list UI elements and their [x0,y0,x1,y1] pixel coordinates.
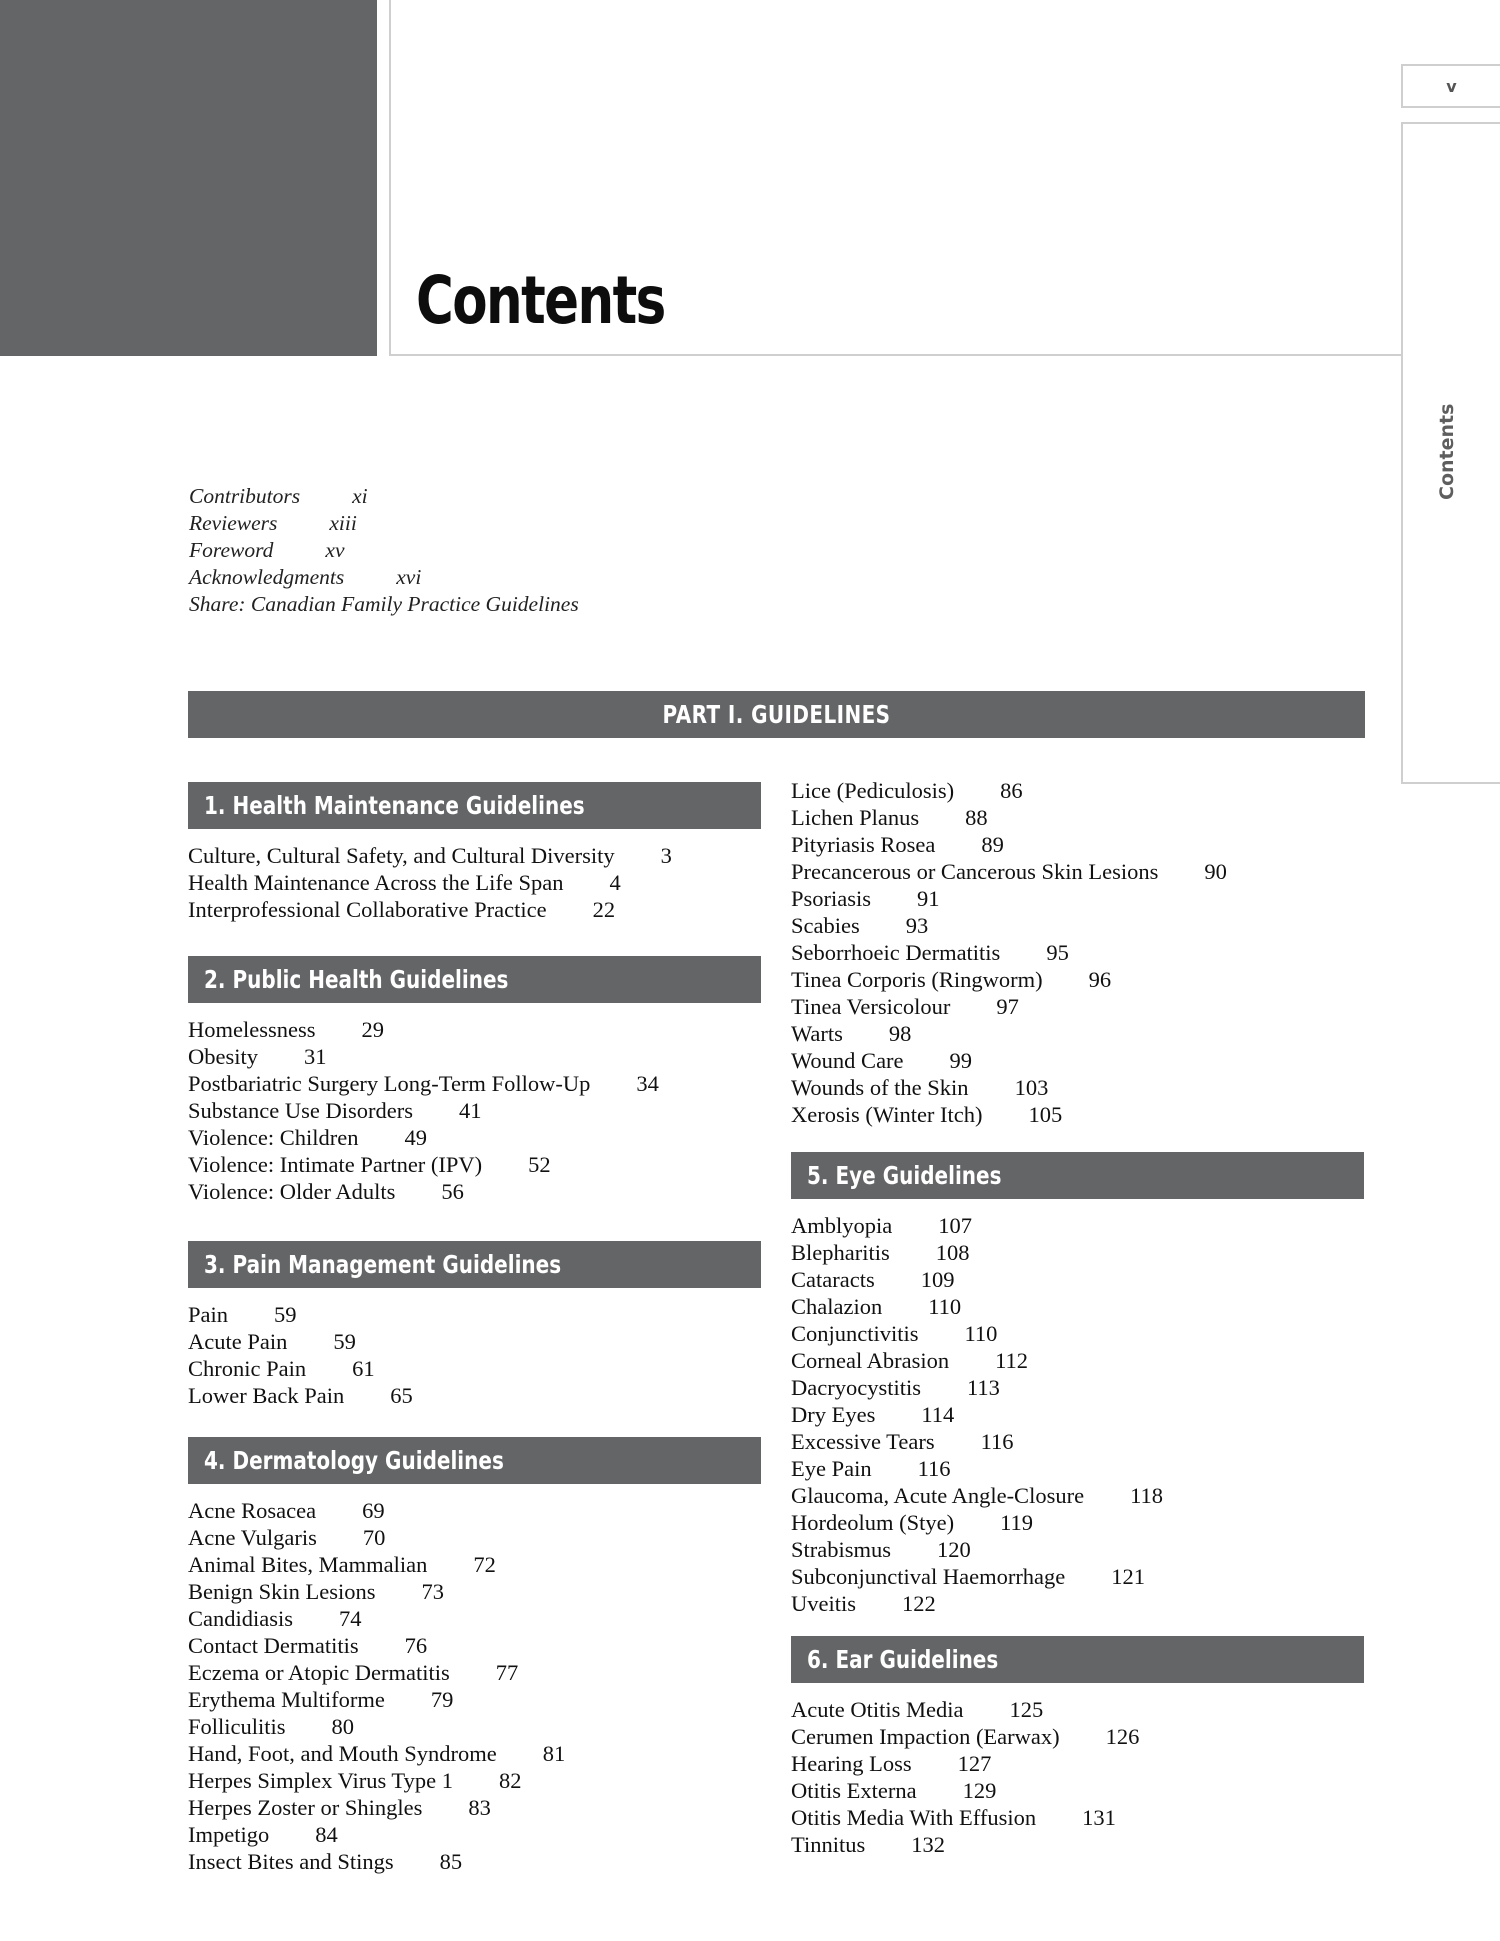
toc-entry[interactable] [791,1428,1364,1455]
toc-entry[interactable] [791,1509,1364,1536]
toc-entry-page: 79 [430,1687,454,1712]
toc-entry[interactable] [791,1482,1364,1509]
toc-entry-list [791,777,1364,1128]
toc-entry-page: 103 [1014,1075,1049,1100]
toc-entry-label: Psoriasis [791,886,872,911]
toc-entry-page: 114 [921,1402,955,1427]
toc-entry-label: Cataracts [791,1267,875,1292]
toc-entry-label: Animal Bites, Mammalian [188,1552,428,1577]
toc-entry-label: Lichen Planus [791,805,920,830]
toc-entry-label: Eye Pain [791,1456,872,1481]
toc-entry[interactable] [791,885,1364,912]
toc-entry-page: 4 [609,870,621,895]
toc-entry-page: 77 [495,1660,519,1685]
toc-entry-label: Pityriasis Rosea [791,832,936,857]
section-heading-label: 4. Dermatology Guidelines [204,1446,504,1475]
toc-entry-label: Acne Vulgaris [188,1525,317,1550]
toc-entry-page: 95 [1046,940,1069,965]
toc-entry[interactable] [188,1767,761,1794]
toc-entry[interactable] [791,804,1364,831]
toc-entry[interactable] [188,896,761,923]
toc-entry[interactable] [791,1074,1364,1101]
toc-entry-page: 116 [917,1456,951,1481]
toc-entry-page: 129 [962,1778,997,1803]
toc-entry-page: 70 [362,1525,386,1550]
toc-entry-label: Benign Skin Lesions [188,1579,376,1604]
toc-entry-label: Conjunctivitis [791,1321,919,1346]
toc-entry-page: 74 [339,1606,362,1631]
toc-entry-label: Homelessness [188,1017,316,1042]
toc-entry-label: Chalazion [791,1294,883,1319]
section-heading-label: 6. Ear Guidelines [807,1645,999,1674]
toc-entry-page: 121 [1111,1564,1146,1589]
toc-entry-page: 76 [404,1633,428,1658]
toc-entry[interactable] [188,842,761,869]
toc-entry-label: Hordeolum (Stye) [791,1510,955,1535]
toc-entry-label: Interprofessional Collaborative Practice [188,897,547,922]
toc-entry-page: 82 [498,1768,522,1793]
toc-entry-label: Cerumen Impaction (Earwax) [791,1724,1060,1749]
front-matter-item[interactable] [189,483,579,510]
toc-entry[interactable] [791,1266,1364,1293]
toc-entry-label: Wounds of the Skin [791,1075,969,1100]
toc-entry-label: Violence: Intimate Partner (IPV) [188,1152,483,1177]
toc-entry-page: 110 [964,1321,998,1346]
toc-entry-page: 85 [439,1849,463,1874]
part-heading [188,691,1365,738]
section-dermatology [188,1437,761,1875]
toc-entry[interactable] [188,1355,761,1382]
toc-entry-page: 41 [458,1098,482,1123]
toc-entry-page: 22 [592,897,616,922]
toc-entry[interactable] [791,993,1364,1020]
toc-entry-label: Acute Otitis Media [791,1697,964,1722]
section-health-maintenance [188,782,761,923]
toc-entry-label: Acute Pain [188,1329,288,1354]
toc-entry-label: Substance Use Disorders [188,1098,413,1123]
toc-entry-label: Uveitis [791,1591,856,1616]
section-heading-label: 2. Public Health Guidelines [204,965,509,994]
item-label: Foreword [189,538,274,562]
toc-entry-label: Acne Rosacea [188,1498,317,1523]
section-heading-label: 5. Eye Guidelines [807,1161,1002,1190]
toc-entry-label: Tinea Versicolour [791,994,951,1019]
toc-entry[interactable] [791,1563,1364,1590]
toc-entry[interactable] [188,1016,761,1043]
toc-entry-page: 118 [1130,1483,1163,1508]
toc-entry[interactable] [791,1804,1364,1831]
toc-entry[interactable] [791,1536,1364,1563]
toc-entry[interactable] [791,858,1364,885]
front-matter-item[interactable] [189,510,579,537]
toc-entry[interactable] [188,1124,761,1151]
toc-entry-page: 107 [938,1213,972,1238]
toc-entry-page: 90 [1204,859,1227,884]
toc-entry-list [188,1497,761,1875]
toc-entry-page: 105 [1028,1102,1063,1127]
toc-entry[interactable] [791,1374,1364,1401]
front-matter-item[interactable] [189,537,579,564]
toc-entry-page: 84 [315,1822,338,1847]
toc-entry-label: Wound Care [791,1048,904,1073]
toc-entry[interactable] [791,1455,1364,1482]
toc-entry-label: Warts [791,1021,843,1046]
toc-entry[interactable] [791,1401,1364,1428]
toc-entry-label: Chronic Pain [188,1356,307,1381]
toc-entry-page: 49 [404,1125,427,1150]
toc-entry-page: 112 [995,1348,1029,1373]
toc-entry[interactable] [791,939,1364,966]
toc-entry-label: Insect Bites and Stings [188,1849,394,1874]
front-matter-list [189,483,579,618]
toc-entry-page: 120 [937,1537,971,1562]
item-label: Share: Canadian Family Practice Guidelines [189,592,579,616]
section-heading [188,956,761,1003]
front-matter-item[interactable] [189,591,579,618]
toc-entry-list [188,1301,761,1409]
toc-entry-page: 3 [660,843,672,868]
toc-entry-label: Xerosis (Winter Itch) [791,1102,983,1127]
toc-entry[interactable] [791,1347,1364,1374]
toc-entry-label: Folliculitis [188,1714,286,1739]
toc-entry[interactable] [188,1382,761,1409]
toc-entry-label: Amblyopia [791,1213,893,1238]
toc-entry-label: Contact Dermatitis [188,1633,359,1658]
toc-entry[interactable] [188,1848,761,1875]
toc-entry[interactable] [791,1831,1364,1858]
toc-entry[interactable] [791,777,1364,804]
item-page: xiii [329,511,357,535]
toc-entry-page: 132 [911,1832,945,1857]
toc-entry-page: 81 [542,1741,566,1766]
section-heading [188,1241,761,1288]
item-page: xi [352,484,368,508]
toc-entry-label: Strabismus [791,1537,892,1562]
toc-entry-page: 65 [390,1383,413,1408]
toc-entry-page: 131 [1082,1805,1116,1830]
toc-entry[interactable] [188,1578,761,1605]
toc-entry[interactable] [188,1328,761,1355]
toc-entry-list [791,1696,1364,1858]
toc-entry-page: 108 [935,1240,970,1265]
toc-entry-list [188,1016,761,1205]
toc-entry-page: 98 [888,1021,912,1046]
section-heading [188,1437,761,1484]
toc-entry-label: Obesity [188,1044,258,1069]
toc-entry[interactable] [188,869,761,896]
toc-entry-page: 110 [928,1294,962,1319]
toc-entry[interactable] [188,1632,761,1659]
toc-entry-label: Dry Eyes [791,1402,876,1427]
toc-entry-page: 109 [920,1267,955,1292]
toc-entry-label: Violence: Older Adults [188,1179,396,1204]
toc-entry-label: Precancerous or Cancerous Skin Lesions [791,859,1159,884]
toc-entry[interactable] [791,1750,1364,1777]
toc-entry[interactable] [188,1043,761,1070]
toc-entry-page: 59 [333,1329,356,1354]
section-heading [791,1152,1364,1199]
toc-entry[interactable] [188,1551,761,1578]
toc-entry[interactable] [791,1293,1364,1320]
toc-entry[interactable] [188,1713,761,1740]
toc-entry-label: Subconjunctival Haemorrhage [791,1564,1066,1589]
section-dermatology-continued [791,777,1364,1128]
toc-entry[interactable] [791,1212,1364,1239]
toc-entry-label: Blepharitis [791,1240,890,1265]
toc-entry-page: 89 [981,832,1004,857]
toc-entry-page: 34 [636,1071,659,1096]
toc-entry-label: Postbariatric Surgery Long-Term Follow-Up [188,1071,591,1096]
toc-entry[interactable] [188,1740,761,1767]
toc-entry[interactable] [188,1151,761,1178]
toc-entry[interactable] [791,1320,1364,1347]
toc-entry-label: Corneal Abrasion [791,1348,950,1373]
toc-entry-page: 126 [1105,1724,1140,1749]
toc-entry[interactable] [188,1070,761,1097]
section-heading [188,782,761,829]
toc-entry-label: Scabies [791,913,860,938]
toc-entry-page: 127 [957,1751,992,1776]
section-heading-label: 1. Health Maintenance Guidelines [204,791,585,820]
toc-entry[interactable] [188,1178,761,1205]
toc-entry-page: 69 [362,1498,385,1523]
toc-entry-page: 88 [965,805,988,830]
toc-entry[interactable] [188,1686,761,1713]
toc-entry-list [188,842,761,923]
toc-entry-label: Seborrhoeic Dermatitis [791,940,1001,965]
page-number: v [1401,64,1500,108]
toc-entry-label: Pain [188,1302,229,1327]
front-matter-item[interactable] [189,564,579,591]
toc-entry-label: Lower Back Pain [188,1383,345,1408]
toc-entry-label: Otitis Externa [791,1778,917,1803]
toc-entry-page: 59 [274,1302,297,1327]
toc-entry[interactable] [188,1097,761,1124]
toc-entry[interactable] [791,1590,1364,1617]
toc-entry-page: 29 [361,1017,384,1042]
toc-entry[interactable] [791,1723,1364,1750]
toc-entry-label: Culture, Cultural Safety, and Cultural Diversity [188,843,615,868]
toc-entry-page: 99 [949,1048,973,1073]
toc-entry-page: 125 [1009,1697,1044,1722]
toc-entry[interactable] [791,1696,1364,1723]
toc-entry-page: 72 [473,1552,496,1577]
toc-entry-label: Glaucoma, Acute Angle-Closure [791,1483,1085,1508]
toc-entry-label: Dacryocystitis [791,1375,921,1400]
toc-entry[interactable] [791,966,1364,993]
toc-entry-page: 52 [528,1152,551,1177]
toc-entry-label: Erythema Multiforme [188,1687,385,1712]
part-heading-label: PART I. GUIDELINES [662,700,891,729]
toc-entry-page: 113 [966,1375,1000,1400]
section-heading [791,1636,1364,1683]
toc-entry[interactable] [188,1301,761,1328]
section-pain-management [188,1241,761,1409]
toc-entry[interactable] [188,1524,761,1551]
toc-entry-label: Herpes Simplex Virus Type 1 [188,1768,453,1793]
item-label: Reviewers [189,511,278,535]
toc-entry-label: Impetigo [188,1822,270,1847]
toc-entry[interactable] [188,1821,761,1848]
toc-entry-page: 93 [905,913,929,938]
toc-entry-page: 91 [917,886,940,911]
toc-entry-page: 116 [980,1429,1014,1454]
toc-entry-page: 73 [421,1579,445,1604]
toc-entry-label: Hearing Loss [791,1751,912,1776]
toc-entry-label: Violence: Children [188,1125,359,1150]
toc-entry-label: Excessive Tears [791,1429,935,1454]
section-eye [791,1152,1364,1617]
toc-entry[interactable] [188,1497,761,1524]
toc-entry-label: Hand, Foot, and Mouth Syndrome [188,1741,497,1766]
toc-entry-page: 31 [304,1044,327,1069]
toc-entry[interactable] [791,831,1364,858]
toc-entry-page: 61 [352,1356,375,1381]
toc-entry-page: 80 [331,1714,355,1739]
header-gray-block [0,0,377,356]
toc-entry[interactable] [791,1020,1364,1047]
toc-entry-label: Health Maintenance Across the Life Span [188,870,564,895]
toc-entry[interactable] [791,1047,1364,1074]
toc-entry[interactable] [188,1605,761,1632]
toc-entry[interactable] [791,912,1364,939]
toc-entry-label: Otitis Media With Effusion [791,1805,1037,1830]
item-page: xvi [396,565,422,589]
toc-entry[interactable] [791,1777,1364,1804]
toc-entry-label: Herpes Zoster or Shingles [188,1795,423,1820]
toc-entry-page: 96 [1088,967,1112,992]
item-label: Acknowledgments [189,565,345,589]
item-page: xv [325,538,345,562]
toc-entry-label: Candidiasis [188,1606,293,1631]
toc-entry-page: 97 [996,994,1019,1019]
toc-entry-list [791,1212,1364,1617]
toc-entry[interactable] [188,1659,761,1686]
toc-entry-page: 122 [902,1591,936,1616]
toc-entry-page: 56 [441,1179,464,1204]
section-heading-label: 3. Pain Management Guidelines [204,1250,562,1279]
section-ear [791,1636,1364,1858]
toc-entry[interactable] [791,1101,1364,1128]
toc-entry-page: 119 [1000,1510,1034,1535]
toc-entry-label: Eczema or Atopic Dermatitis [188,1660,450,1685]
side-tab-label: Contents [1436,403,1458,500]
item-label: Contributors [189,484,301,508]
toc-entry-label: Tinnitus [791,1832,866,1857]
toc-entry-label: Tinea Corporis (Ringworm) [791,967,1043,992]
toc-entry-page: 86 [1000,778,1023,803]
toc-entry-page: 83 [468,1795,491,1820]
page-title: Contents [416,262,665,339]
toc-entry[interactable] [791,1239,1364,1266]
toc-entry-label: Lice (Pediculosis) [791,778,955,803]
toc-entry[interactable] [188,1794,761,1821]
section-public-health [188,956,761,1205]
